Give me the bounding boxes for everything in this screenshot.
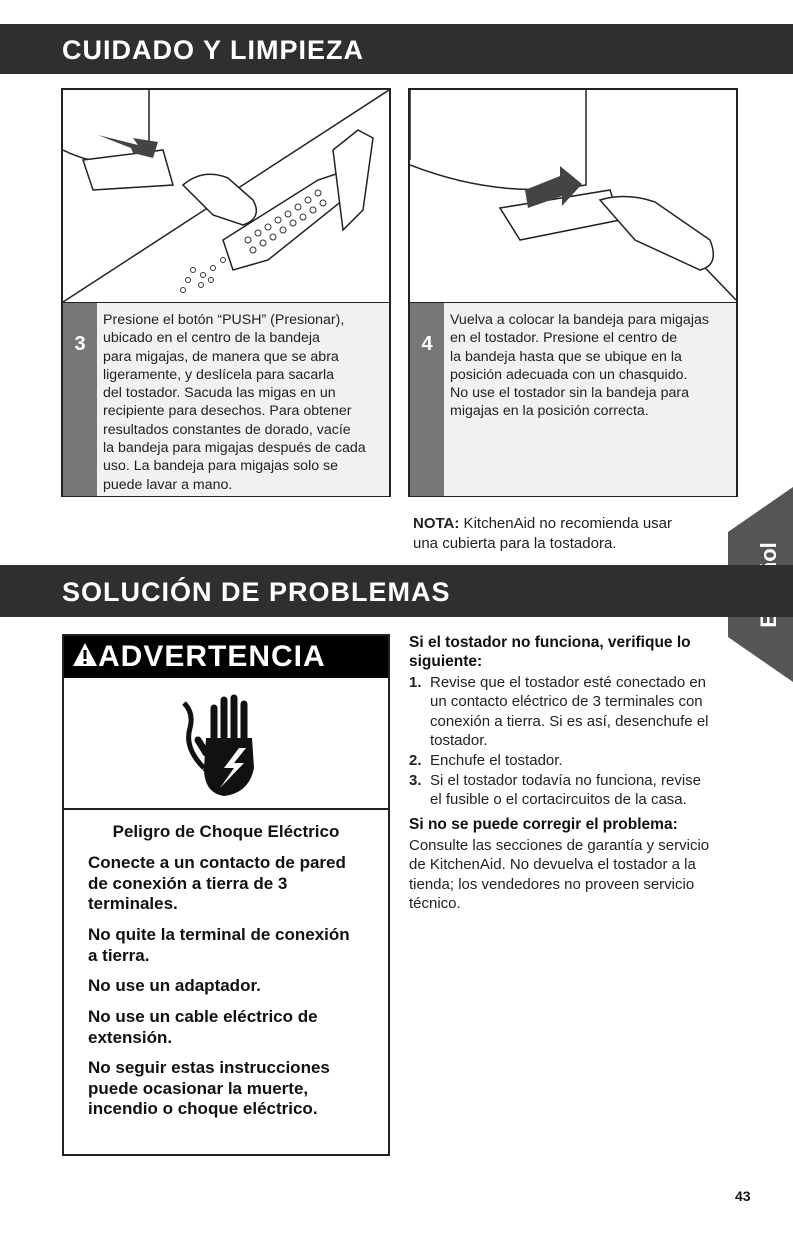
text-line: en el tostador. Presione el centro de [450, 330, 678, 347]
text-line: Si el tostador todavía no funciona, revise [430, 772, 701, 789]
warning-text-line: extensión. [88, 1027, 173, 1047]
text-line: Revise que el tostador esté conectado en [430, 674, 707, 691]
warning-subtitle: Peligro de Choque Eléctrico [112, 822, 340, 841]
text-line: conexión a tierra. Si es así, desenchufe el [430, 712, 709, 730]
warning-text-line: incendio o choque eléctrico. [88, 1099, 318, 1118]
text-line: la bandeja hasta que se ubique en la [450, 348, 682, 365]
step-3-instructions [63, 302, 389, 496]
text-line: ligeramente, y deslícela para sacarla [103, 366, 335, 383]
troubleshooting-heading: siguiente: [409, 653, 483, 670]
text-line: para migajas, de manera que se abra [103, 348, 339, 365]
troubleshooting-subheading: Si no se puede corregir el problema: [409, 816, 678, 833]
step-4-panel [408, 88, 738, 497]
item-number: 2. [409, 752, 422, 769]
text-line: Consulte las secciones de garantía y servicio [409, 837, 710, 854]
electric-shock-icon [64, 678, 388, 808]
warning-text-line: No seguir estas instrucciones [88, 1058, 330, 1077]
text-line: uso. La bandeja para migajas solo se [103, 458, 339, 475]
text-line: No use el tostador sin la bandeja para [450, 385, 689, 402]
step-3-text [103, 311, 385, 494]
text-line: migajas en la posición correcta. [450, 403, 649, 420]
text-line: Enchufe el tostador. [430, 752, 563, 769]
text-line: tostador. [430, 731, 488, 749]
troubleshooting-heading: Si el tostador no funciona, verifique lo [409, 634, 691, 651]
text-line: tienda; los vendedores no proveen servicio [409, 875, 695, 893]
warning-text-line: No use un adaptador. [88, 976, 261, 995]
text-line: del tostador. Sacuda las migas en un [103, 385, 336, 402]
text-line: un contacto eléctrico de 3 terminales con [430, 693, 703, 711]
warning-text-line: a tierra. [88, 945, 150, 965]
item-number: 3. [409, 772, 422, 789]
step-4-instructions [410, 302, 736, 496]
step-number-badge: 4 [410, 303, 444, 496]
warning-header [64, 636, 388, 678]
text-line: resultados constantes de dorado, vacíe [103, 421, 351, 438]
item-number: 1. [409, 674, 422, 691]
note-label: NOTA: [413, 515, 460, 532]
warning-body [64, 810, 388, 1154]
section-band-care [0, 24, 793, 74]
warning-text-line: de conexión a tierra de 3 [88, 873, 288, 893]
text-line: puede lavar a mano. [103, 476, 233, 493]
warning-header-text: ADVERTENCIA [98, 640, 326, 673]
warning-box [62, 634, 390, 1156]
text-line: técnico. [409, 894, 461, 912]
text-line: de KitchenAid. No devuelva el tostador a la [409, 856, 696, 874]
warning-text-line: No quite la terminal de conexión [88, 925, 350, 944]
text-line: Vuelva a colocar la bandeja para migajas [450, 312, 709, 328]
note-text [413, 514, 733, 554]
troubleshooting-paragraph [409, 836, 739, 913]
section-title-troubleshooting: SOLUCIÓN DE PROBLEMAS [62, 577, 451, 607]
step-3-panel [61, 88, 391, 497]
text-line: el fusible o el cortacircuitos de la casa. [430, 791, 687, 809]
text-line: Presione el botón “PUSH” (Presionar), [103, 312, 345, 328]
text-line: una cubierta para la tostadora. [413, 535, 617, 552]
text-line: recipiente para desechos. Para obtener [103, 403, 352, 420]
warning-triangle-icon [72, 642, 98, 668]
step-4-text [450, 311, 732, 421]
warning-text-line: Conecte a un contacto de pared [88, 853, 346, 872]
step-number-badge: 3 [63, 303, 97, 496]
text-line: ubicado en el centro de la bandeja [103, 330, 320, 347]
text-line: KitchenAid no recomienda usar [459, 515, 673, 532]
text-line: posición adecuada con un chasquido. [450, 366, 688, 383]
crumb-tray-removal-illustration [63, 90, 389, 302]
crumb-tray-insert-illustration [410, 90, 736, 302]
electric-shock-hazard-area [64, 678, 388, 810]
warning-text-line: terminales. [88, 894, 178, 913]
warning-text-line: puede ocasionar la muerte, [88, 1078, 309, 1098]
warning-text-line: No use un cable eléctrico de [88, 1007, 318, 1026]
section-band-troubleshooting [0, 565, 793, 617]
section-title-care: CUIDADO Y LIMPIEZA [62, 35, 365, 65]
page-number: 43 [735, 1188, 751, 1204]
text-line: la bandeja para migajas después de cada [103, 440, 366, 457]
